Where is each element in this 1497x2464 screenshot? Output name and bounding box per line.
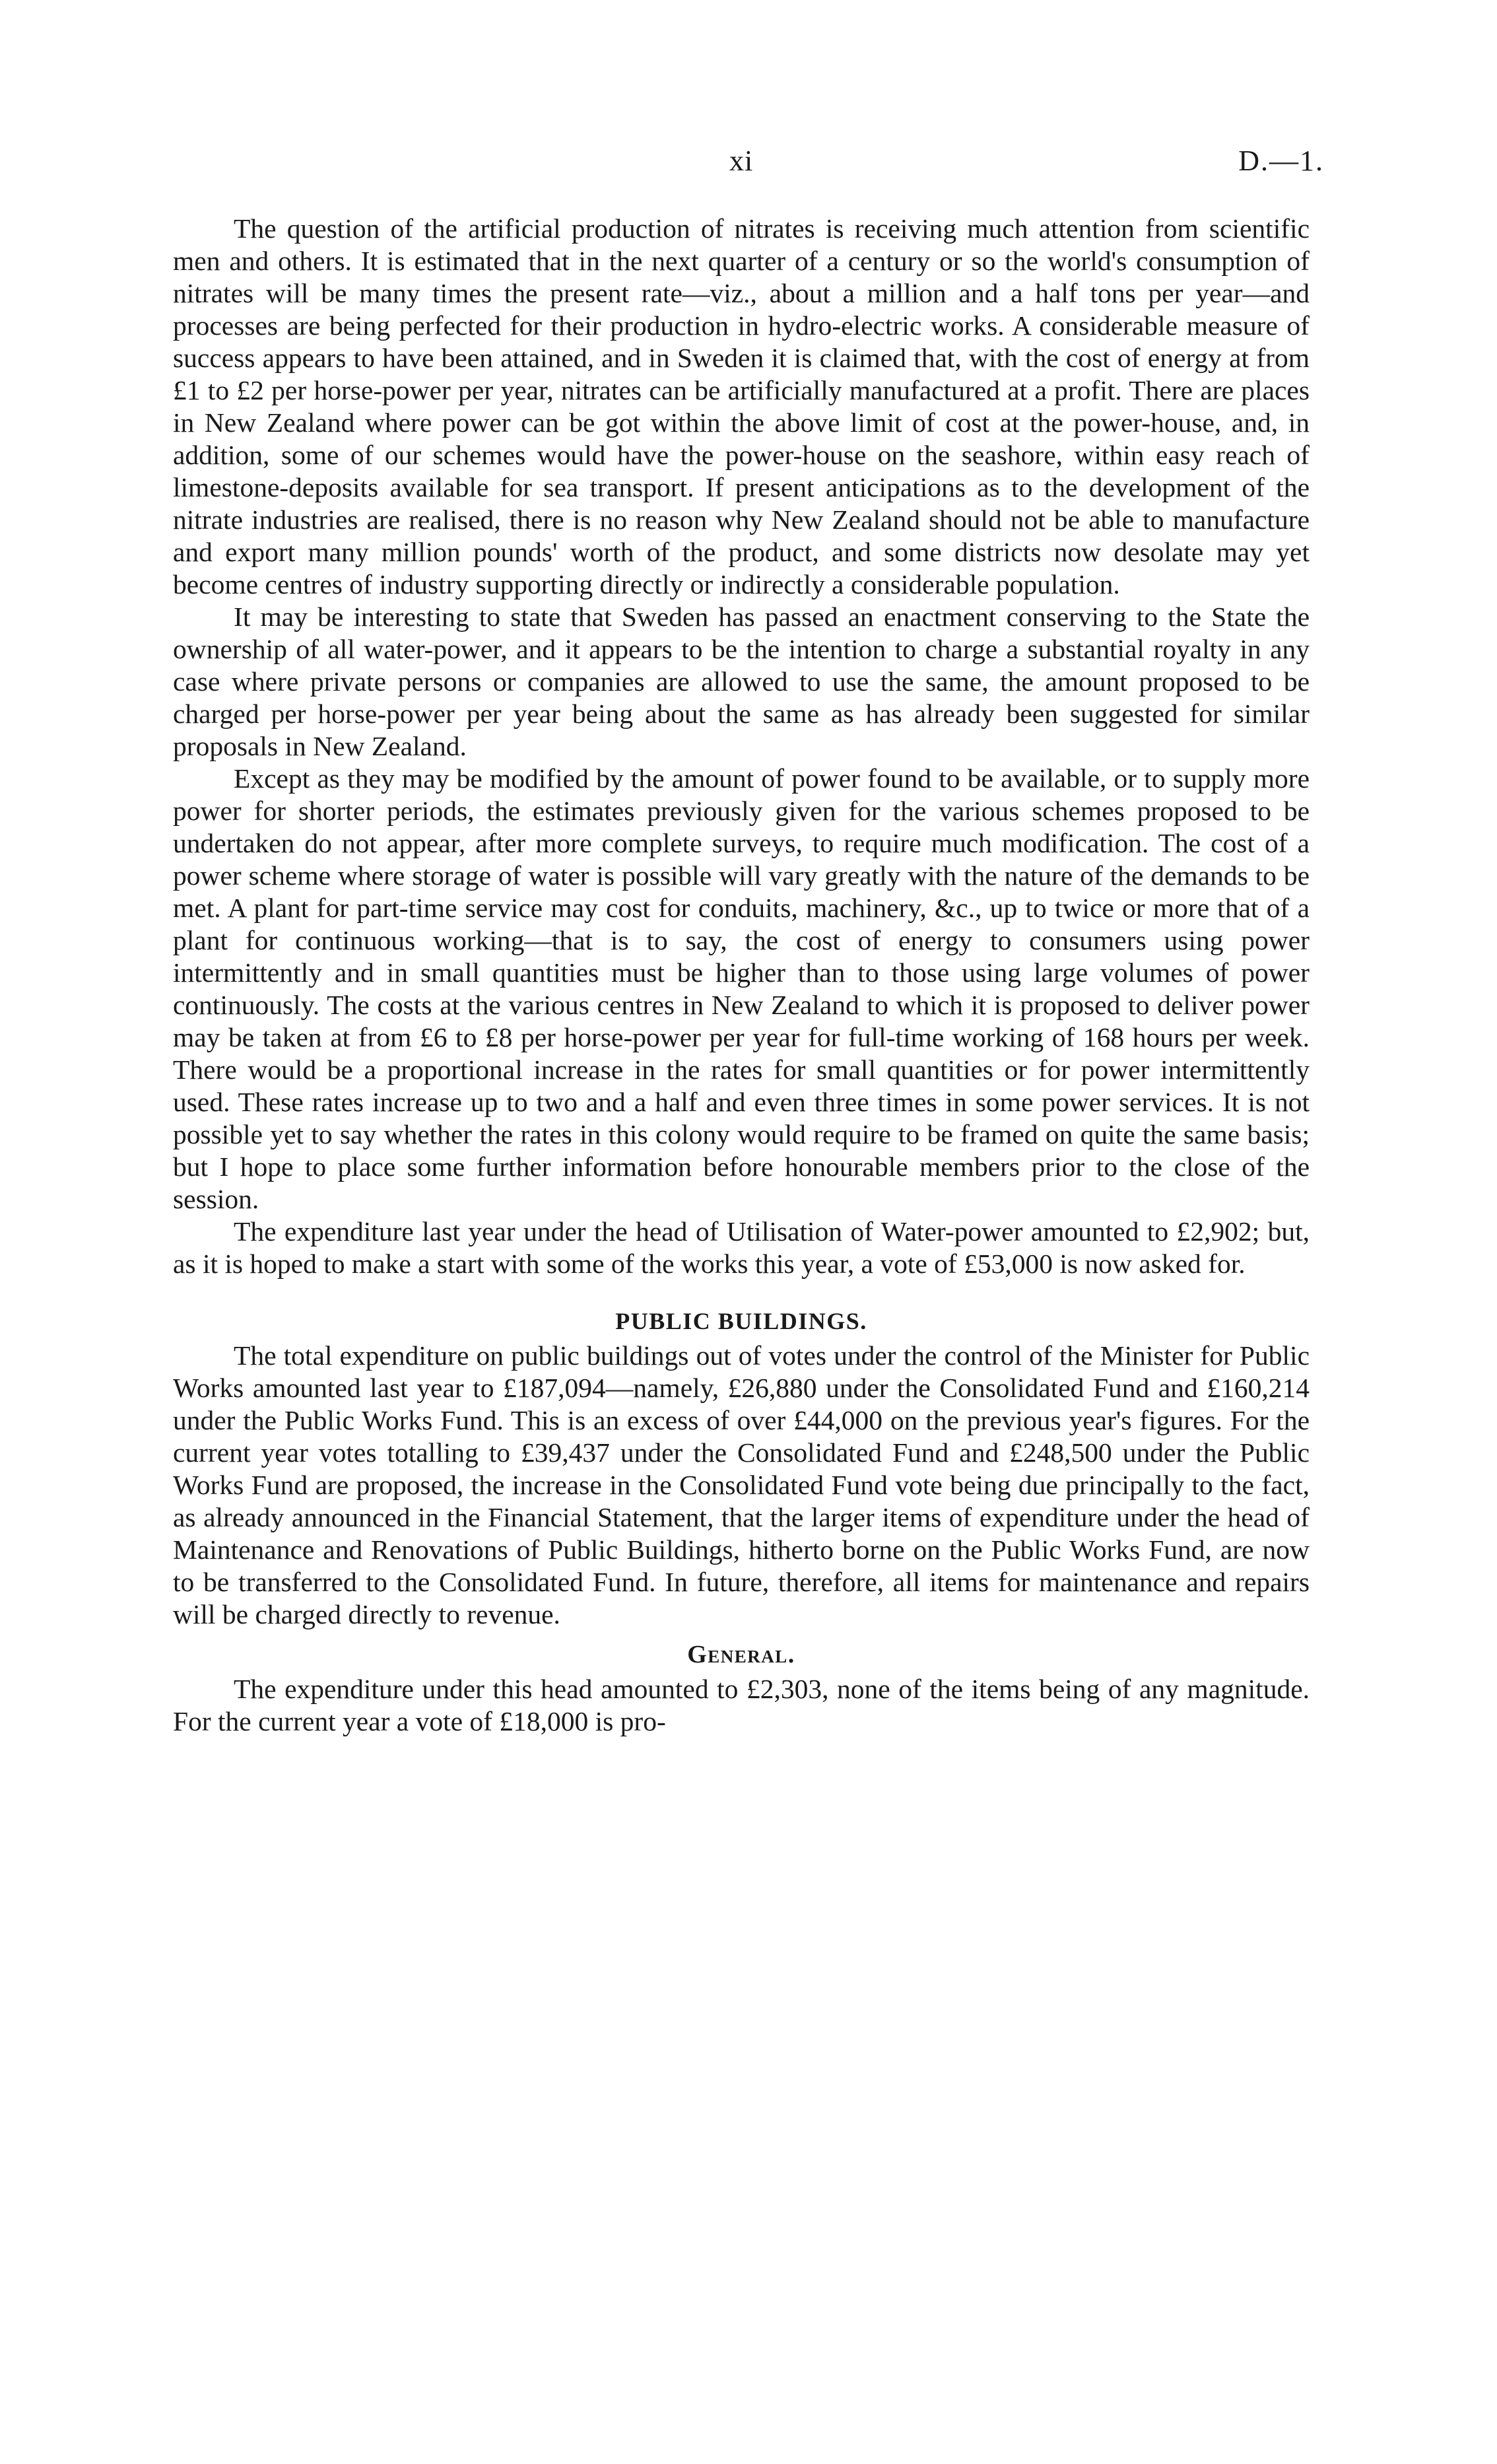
section-heading-general: General. (687, 1641, 795, 1668)
paragraph-power-costs: Except as they may be modified by the amount of power found to be available, or to supply more power for shorter periods, the estimates previously given for the various schemes proposed to be undertaken do not appear, after more complete surveys, to require much modification. The cost of a power scheme where storage of water is possible will vary greatly with the nature of the demands to be met. A plant for part-time service may cost for conduits, machinery, &c., up to twice or more that of a plant for continuous working—that is to say, the cost of energy to consumers using power intermittently and in small quantities must be higher than to those using large volumes of power continuously. The costs at the various centres in New Zealand to which it is proposed to deliver power may be taken at from £6 to £8 per horse-power per year for full-time working of 168 hours per week. There would be a proportional increase in the rates for small quantities or for power intermittently used. These rates increase up to two and a half and even three times in some power services. It is not possible yet to say whether the rates in this colony would require to be framed on quite the same basis; but I hope to place some further information before honourable members prior to the close of the session. (173, 763, 1310, 1214)
page-header (0, 144, 1497, 184)
paragraph-nitrates: The question of the artificial production of nitrates is receiving much attention from scientific men and others. It is estimated that in the next quarter of a century or so the world's consumption of nitrates will be many times the present rate—viz., about a million and a half tons per year—and processes are being perfected for their production in hydro-electric works. A considerable measure of success appears to have been attained, and in Sweden it is claimed that, with the cost of energy at from £1 to £2 per horse-power per year, nitrates can be artificially manufactured at a profit. There are places in New Zealand where power can be got within the above limit of cost at the power-house, and, in addition, some of our schemes would have the power-house on the seashore, within easy reach of limestone-deposits available for sea transport. If present anticipations as to the development of the nitrate industries are realised, there is no reason why New Zealand should not be able to manufacture and export many million pounds' worth of the product, and some districts now desolate may yet become centres of industry supporting directly or indirectly a considerable population. (173, 213, 1310, 599)
section-general (173, 1637, 1310, 1738)
section-water-power (173, 213, 1310, 1280)
paragraph-sweden-enactment: It may be interesting to state that Sweden has passed an enactment conserving to the State the ownership of all water-power, and it appears to be the intention to charge a substantial royalty in any case where private persons or companies are allowed to use the same, the amount proposed to be charged per horse-power per year being about the same as has already been suggested for similar proposals in New Zealand. (173, 601, 1310, 761)
document-reference: D.—1. (1238, 145, 1324, 177)
section-public-buildings (173, 1304, 1310, 1631)
paragraph-general-expenditure: The expenditure under this head amounted to £2,303, none of the items being of any magnitude. For the current year a vote of £18,000 is pro- (173, 1674, 1310, 1736)
body-text (173, 213, 1310, 1738)
page-number: xi (729, 145, 754, 177)
paragraph-water-power-expenditure: The expenditure last year under the head of Utilisation of Water-power amounted to £2,902; but, as it is hoped to make a start with some of the works this year, a vote of £53,000 is now asked for. (173, 1216, 1310, 1279)
paragraph-public-buildings-expenditure: The total expenditure on public buildings out of votes under the control of the Minister for Public Works amounted last year to £187,094—namely, £26,880 under the Consolidated Fund and £160,214 under the Public Works Fund. This is an excess of over £44,000 on the previous year's figures. For the current year votes totalling to £39,437 under the Consolidated Fund and £248,500 under the Public Works Fund are proposed, the increase in the Consolidated Fund vote being due principally to the fact, as already announced in the Financial Statement, that the larger items of expenditure under the head of Maintenance and Renovations of Public Buildings, hitherto borne on the Public Works Fund, are now to be transferred to the Consolidated Fund. In future, therefore, all items for maintenance and repairs will be charged directly to revenue. (173, 1340, 1310, 1629)
section-heading-public-buildings: PUBLIC BUILDINGS. (615, 1308, 867, 1334)
